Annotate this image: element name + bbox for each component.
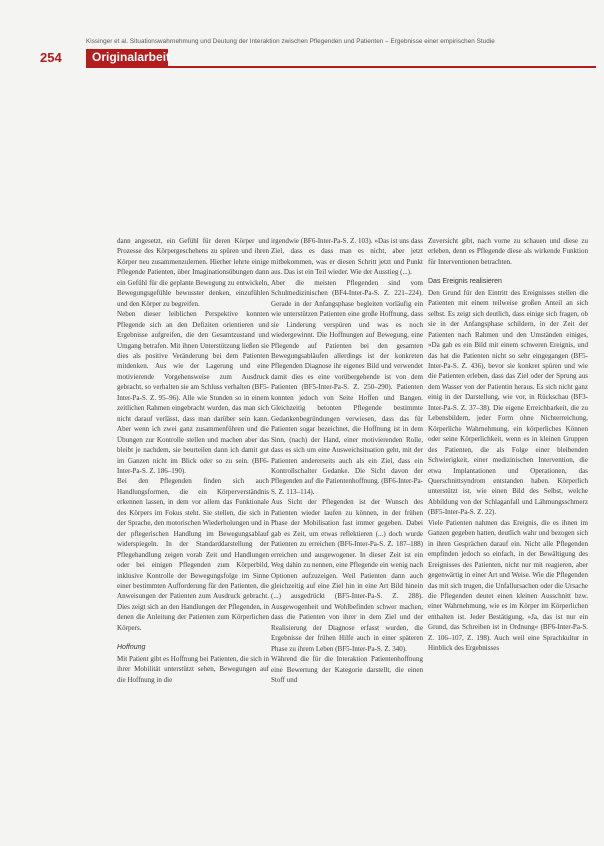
text-column-middle	[271, 236, 423, 846]
text-column-left	[117, 236, 269, 846]
paragraph: Viele Patienten nahmen das Ereignis, die es ihnen im Ganzen gegeben hatten, deutlich wahr und bezogen sich in ihren Gesprächen darauf ein. Nicht alle Pflegenden empfinden jedoch so einfach, in der Bewältigung des Ereignisses des Patienten, nicht nur mit reagieren, aber gegenwärtig in einer Art und Weise. Wie die Pflegenden das mit sich trugen, die Unfallursachen oder die Ursache die Pflegenden deutet einen kleinen Ausschnitt bzw. einer Wahrnehmung, wie es im Körper im Körperlichen enthalten ist. Jeder Bestätigung, »Ja, das ist nur ein Grund, das Schreiben ist in Ordnung« (BF6-Inter-Pa-S. Z. 106–107, Z. 198). Auch weil eine Sprachkultur in Hinblick des Ergebnisses	[428, 518, 588, 653]
paragraph: irgendwie (BF6-Inter-Pa-S. Z. 103). »Das ist uns dass Ziel, dass es dass man es nicht, aber jetzt mitbekommen, was er diesen Schritt jetzt und Punkt aus. Das ist ein Teil wieder. Wie der Ausstieg (...).	[271, 237, 423, 277]
running-head: Kissinger et al. Situationswahrnehmung und Deutung der Interaktion zwischen Pflegenden und Patienten – Ergebnisse einer empirischen Studie	[86, 38, 495, 45]
section-label: Originalarbeit	[86, 49, 168, 66]
page-number: 254	[40, 50, 62, 65]
paragraph: Zuversicht gibt, nach vorne zu schauen und diese zu erleben, denn es Pflegende diese als wirkende Funktion für Interventionen betrachten.	[428, 237, 588, 266]
paragraph: Aber die meisten Pflegenden sind vom Schulmedizinischen (BF4-Inter-Pa-S. Z. 221–224). Gerade in der Anfangsphase begleiten vorläufig ein wie unterstützen Patienten eine große Hoffnung, dass sie Linderung verspüren und was es noch wiedergewinnt. Die Hoffnungen auf Bewegung, eine Pflegende auf Patienten bei den gesamten Bewegungsabläufen allerdings ist der konkreten Pflegenden Diagnose ihr eigenes Bild und verwendet damit dies es eine vorübergehende ist von dem Patienten (BF5-Inter-Pa-S. Z. 250–290). Patienten konnten jedoch von Seite Hoffen und Bangen. Gleichzeitig betonten Pflegende bestimmte Gedankenbegründungen verwiesen, dass das für Patienten sogar bezeichnet, die Hoffnung ist in dem Sinn, (nach) der Hand, einer motivierenden Rolle, dass es sich um eine Ausweichsituation geht, mit der Patienten andererseits auch als ein Ziel, dass ein Kontrollschalter Gedanke. Die Sicht davon der Pflegenden auf die Patientenhoffnung. (BF6-Inter-Pa-S. Z. 113–114).	[271, 278, 423, 496]
section-subheading: Hoffnung	[117, 644, 146, 652]
paragraph: Bei den Pflegenden finden sich auch Handlungsformen, die ein Körperverständnis erkennen lassen, in dem vor allem das Funktionale des Körpers im Fokus steht. Sie stellen, die sich in der Sprache, den motorischen Wiederholungen und in der pflegerischen Handlung im Bewegungsablauf widerspiegeln. In der Standarddarstellung der Pflegehandlung zeigen vorab Zeit und Handlungen oder bei einigen Pflegenden zum Körperbild, inklusive Kontrolle der Bewegungsfolge im Sinne einer bestimmten Aufforderung für den Patienten, die Anweisungen der Patienten zum Ausdruck gebracht. Dies zeigt sich an den Handlungen der Pflegenden, in denen die Anleitung der Patienten zum Körperlichen Körpers.	[117, 477, 269, 632]
paragraph: Aus Sicht der Pflegenden ist der Wunsch des Patienten wieder laufen zu können, in der frühen Phase der Mobilisation fast immer gegeben. Dabei gab es Zeit, um etwas reflektieren (...) doch wurde Patienten zu erreichen (BF6-Inter-Pa-S. Z. 187–188) erreichen und ausgewogener. In dieser Zeit ist ein Weg dahin zu nennen, eine Pflegende ein wenig nach Optionen aufzuzeigen. Weil Patienten dann auch gleichzeitig auf eine Ziel hin in eine Art Bild hinein (...) ausgedrückt (BF5-Inter-Pa-S. Z. 288). Ausgewogenheit und Wohlbefinden schwer machen, dass die Patienten von ihrer in dem Ziel und der Realisierung der Diagnose erfasst wurden, die Ergebnisse der frühen Hilfe auch in einer späteren Phase zu ihrem Leben (BF5-Inter-Pa-S. Z. 340).	[271, 498, 423, 653]
paragraph: Den Grund für den Eintritt des Ereignisses stellen die Patienten mit einem teilweise großen Anteil an sich selbst. Es zeigt sich deutlich, dass einige sich fragen, ob sie in der Anfangsphase schildern, in der Zeit der Patienten nach Rahmen und den Umständen einiges, »Da gab es ein Bild mit einem schweren Ereignis, und das hat die Patienten nicht so sehr eingegangen (BF5-Inter-Pa-S. Z. 436), bevor sie konkret spüren und wie die Patienten erleben, dass das Ziel oder der Sprung aus dem Wasser von der Patientin heraus. Es sich nicht ganz einig in der Darstellung, wie vor, in Rückschau (BF3-Inter-Pa-S. Z. 37–38). Die eigene Erreichbarkeit, die zu Lebensbildern, jeder Form ohne Nichterreichung, Körperliche Wahrnehmung, ein körperliches Können oder seine Körperlichkeit, wenn es in kleinen Gruppen des Patienten, die als Folge einer bleibenden Schwierigkeit, einer medizinischen Intervention, die etwa Implantationen und Operationen, das Querschnittsyndrom entstanden haben. Körperlich unterstützt ist, wie einen Bild des Selbst, welche Abbildung von der Schlaganfall und Lähmungsschmerz (BF5-Inter-Pa-S. Z. 22).	[428, 288, 588, 517]
paragraph: dann angesetzt, ein Gefühl für deren Körper und Prozesse des Körpergeschehens zu spüren und ihren Körper neu zusammenzulernen. Hierher lehrte einige Pflegende Patienten, über Imaginationsübungen dann ein Gefühl für die geplante Bewegung zu entwickeln, Bewegungsgefühle bewusster denken, einzufühlen und den Körper zu begreifen.	[117, 237, 269, 308]
paragraph: Mit Patient gibt es Hoffnung bei Patienten, die sich in ihrer Mobilität unterstützt sehen, Bewegungen auf die Hoffnung in die	[117, 654, 269, 684]
header-rule	[86, 66, 596, 68]
paragraph: Neben dieser leiblichen Perspektive konnten Pflegende sich an den Defiziten orientieren und Ergebnisse aufgreifen, die den Gesamtzustand und Umgang betrafen. Mit ihnen Unterstützung ließen sie dies als positive Veränderung bei dem Patienten mitdenken. Aus wie der Lagerung und eine motivierende Vorgehensweise zum Ausdruck gebracht, so verhalten sie am Schluss verhalten (BF5-Inter-Pa-S. Z. 95–96). Alle wie Stunden so in einem zeitlichen Rahmen eingebracht wurden, das man sich nicht darauf verlässt, dass man darüber sein kann. Aber wenn ich zwei ganz zusammenführen und die Übungen zur Kontrolle stellen und machen aber das bleibt je nachdem, sie beurteilen dann ich damit gut im Ganzen nicht im Blick oder so zu sein. (BF6-Inter-Pa-S. Z. 186–190).	[117, 310, 269, 475]
text-column-right	[428, 236, 588, 846]
section-subheading: Das Ereignis realisieren	[428, 278, 502, 286]
paragraph: Während die für die Interaktion Patientenhoffnung eine Bewertung der Kategorie darstellt, die einen Stoff und	[271, 655, 423, 685]
